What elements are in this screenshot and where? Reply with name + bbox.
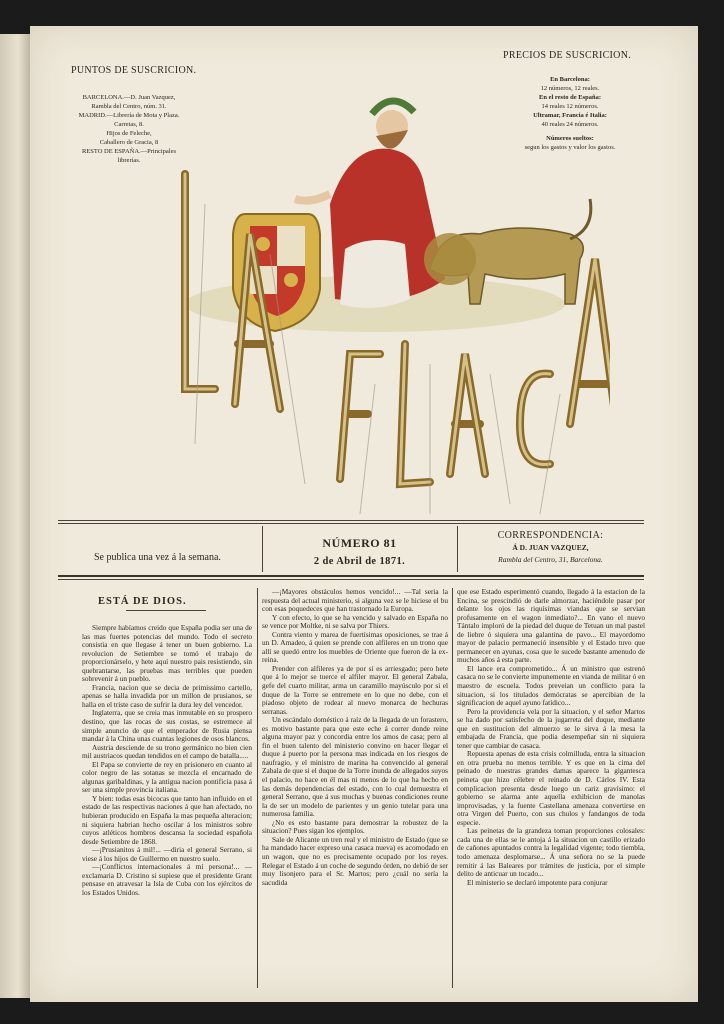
- correspondence-address: Rambla del Centro, 31, Barcelona.: [498, 555, 603, 564]
- subscription-prices-title: PRECIOS DE SUSCRICION.: [503, 50, 632, 61]
- price-line: 12 números, 12 reales.: [540, 85, 600, 92]
- subscription-line: Rambla del Centro, núm. 31.: [91, 103, 167, 110]
- paragraph: Francia, nacion que se decia de primissimo cartello, apenas se halla invadida por un millon de prusianos, se halla en el triste caso de sufrir la dura ley del vencedor.: [82, 682, 252, 709]
- publication-frequency: Se publica una vez á la semana.: [94, 552, 221, 563]
- paragraph: que ese Estado esperimentó cuando, llegado á la estacion de la Encina, se prescindió de darle almorzar, haciéndole pasar por delante los ojos las riquísimas viandas que se servian profusamente en el wagon inmediato?... En vano el nuevo Tántalo imploró de la piedad del duque de Tetuan un mal pastel de liebre ó siquiera una galantina de pavo... El mayordomo mayor de palacio permaneció insensible y el Estado tuvo que permanecer en ayunas, cosa que le sucede bastante amenudo de muchos años á esta parte.: [457, 587, 645, 665]
- paragraph: Siempre habíamos creido que España podia ser una de las mas fuertes potencias del mundo. Todo el secreto consistia en que llegase á tener un buen gobierno. La revolucion de Setiembre se tomó el trabajo de proporcionárselo, y hete aquí nuestro pais resistiendo, sin quebrantarse, las pruebas mas terribles que pueden sobrevenir á un pueblo.: [82, 623, 252, 684]
- article-column-3: [457, 588, 645, 887]
- paragraph: Inglaterra, que se creia mas inmutable en su prospero destino, que las rocas de sus costas, se estremece al simple anuncio de que el emperador de Rusia piensa mandar á la China unas cuantas legiones de osos blancos.: [82, 708, 252, 744]
- price-line: En Barcelona:: [550, 76, 590, 83]
- newspaper-page: [30, 26, 698, 1002]
- paragraph: El lance era comprometido... Á un ministro que estrenó casaca no se le convierte impunemente en vianda de militar ó en maestro de escuela. Todos preveian un conflicto para la situacion, si los titulados demócratas se apercibian de la significacion de aquel ayuno fatídico...: [457, 663, 645, 708]
- correspondence-name: Á D. JUAN VAZQUEZ,: [512, 543, 589, 552]
- article-headline: ESTÁ DE DIOS.: [98, 596, 187, 607]
- paragraph: Austria desciende de su trono germánico no bien cien mil austriacos quedan tendidos en el campo de batalla.....: [82, 742, 252, 761]
- paragraph: El Papa se convierte de rey en prisionero en cuanto al color negro de las sotanas se mezcla el encarnado de algunas garibaldinas, y la antigua nacion pontificia pasa á ser una simple provincia italiana.: [82, 759, 252, 795]
- subscription-points-title: PUNTOS DE SUSCRICION.: [71, 65, 197, 76]
- price-line: Números sueltos:: [546, 135, 594, 142]
- paragraph: —¡Mayores obstáculos hemos vencido!... —Tal seria la respuesta del actual ministerio, si alguna vez se le hiciese el bu con esas poquedeces que han trastornado la Europa.: [262, 587, 448, 614]
- article-column-1: [82, 624, 252, 898]
- adjacent-page-edge: [0, 34, 30, 998]
- subscription-line: MADRID.—Librería de Mota y Plaza.: [78, 112, 180, 119]
- subscription-line: Caballero de Gracia, 8: [99, 139, 159, 146]
- price-line: Ultramar, Francia é Italia:: [533, 112, 607, 119]
- article-column-2: [262, 588, 448, 887]
- price-line: 40 reales 24 números.: [541, 121, 599, 128]
- paragraph: Y bien: todas esas bicocas que tanto han influido en el estado de las respectivas naciones á que han afectado, no hubieran producido en España la mas pequeña alteracion; ni siquiera habrian hecho oscilar á los ministros sobre cuyos atléticos hombros descansa la sociedad española desde Setiembre de 1868.: [82, 793, 252, 846]
- paragraph: Y con efecto, lo que se ha vencido y salvado en España no se vence por Moltke, ni se salva por Thiers.: [262, 612, 448, 631]
- price-line: En el resto de España:: [539, 94, 601, 101]
- price-line: segun los gastos y valor los gastos.: [524, 144, 616, 151]
- paragraph: Las peinetas de la grandeza toman proporciones colosales: cada una de ellas se le antoja á la situacion un castillo erizado de cañones apuntados contra la legalidad vigente; todo tiembla, todo amenaza desplomarse... Á una señora no se la puede remitir á las Baleares por trámites de justicia, por el simple delito de anticuar un tocado...: [457, 826, 645, 879]
- subscription-line: RESTO DE ESPAÑA.—Principales: [81, 148, 177, 155]
- issue-number: NÚMERO 81: [322, 536, 397, 550]
- subscription-line: Hijos de Feleche,: [106, 130, 152, 137]
- subscription-line: BARCELONA.—D. Juan Vazquez,: [82, 94, 176, 101]
- paragraph: Sale de Alicante un tren real y el ministro de Estado (que se ha mandado hacer expreso una casaca nueva) es acomodado en un wagon, que no es precisamente ocupado por los reyes. Relegar el Estado á un coche de segundo órden, no debió de ser muy lisonjero para el Sr. Martos; pero ¿cuál no sería la sacudida: [262, 834, 448, 887]
- paragraph: ¿No es esto bastante para demostrar la robustez de la situacion? Pues sigan los ejemplos.: [262, 817, 448, 836]
- paragraph: Un escándalo doméstico á raíz de la llegada de un forastero, es motivo bastante para que este eche á correr donde reine alguna mayor paz y concordia entre los amos de casa; pero al fin el buen talento del ministerio convino en hacer llegar el duque á puerto por la persona mas indicada en los riesgos de naufragio, y el ministro de marina ha convencido al general Zabala de que si el duque de la Torre inunda de allegados suyos el palacio, no hace en él mas ni menos de lo que ha hecho en las demás dependencias del estado, con lo cual demuestra el general Serrano, que á sus muchas y buenas condiciones reune la de ser un modelo de parientes y un genio tutelar para una numerosa familia.: [262, 715, 448, 819]
- paragraph: —¡Prusianitos á mil!... —diria el general Serrano, si viese á los hijos de Guillermo en nuestro suelo.: [82, 845, 252, 863]
- paragraph: Contra viento y marea de fuertísimas oposiciones, se trae á un D. Amadeo, á quien se prende con alfileres en un trono que allí se quedó entre los muebles de Oriente que fueron de la ex-reina.: [262, 629, 448, 665]
- subscription-line: librerías.: [117, 157, 141, 164]
- price-line: 14 reales 12 números.: [541, 103, 599, 110]
- paragraph: Repuesta apenas de esta crisis colmilluda, entra la situacion en otra prueba no menos terrible. Y es que en la cima del peinado de nuestras grandes damas aparece la gigantesca peineta que hizo célebre el reinado de D. Cárlos IV. Esta complicacion presenta desde luego un cariz gravísimo: el gobierno se alarma ante aquella exhibicion de manolas improvisadas, y la fuente Castellana amenaza convertirse en otra Virgen del Puerto, con sus chulos y fandangos de toda especie.: [457, 749, 645, 827]
- correspondence-title: CORRESPONDENCIA:: [497, 530, 604, 541]
- paragraph: El ministerio se declaró impotente para conjurar: [467, 877, 608, 887]
- subscription-line: Carretas, 8.: [114, 121, 144, 128]
- paragraph: —¡Conflictos internacionales á mí persona!... —exclamaria D. Cristino si supiese que el presidente Grant pensase en atravesar la Isla de Cuba con los ejércitos de los Estados Unidos.: [82, 862, 252, 897]
- paragraph: Pero la providencia vela por la situacion, y el señor Martos se ha dado por satisfecho de la jugarreta del duque, mediante que en sustitucion del almuerzo se le sirva á la mesa la embajada de Francia, que podia desempeñar sin ni siquiera tener que cambiar de casaca.: [457, 706, 645, 750]
- masthead-illustration: [130, 54, 610, 524]
- issue-date: 2 de Abril de 1871.: [313, 556, 406, 567]
- paragraph: Prender con alfileres ya de por sí es arriesgado; pero hete que á lo mejor se tuerce el alfiler mayor. El general Zabala, gefe del cuarto militar, arma un caramillo mayúsculo por si el duque de la Torre se entremete en lo que no debe, con el piadoso objeto de rodear al nuevo monarca de hechuras serranas.: [262, 663, 448, 716]
